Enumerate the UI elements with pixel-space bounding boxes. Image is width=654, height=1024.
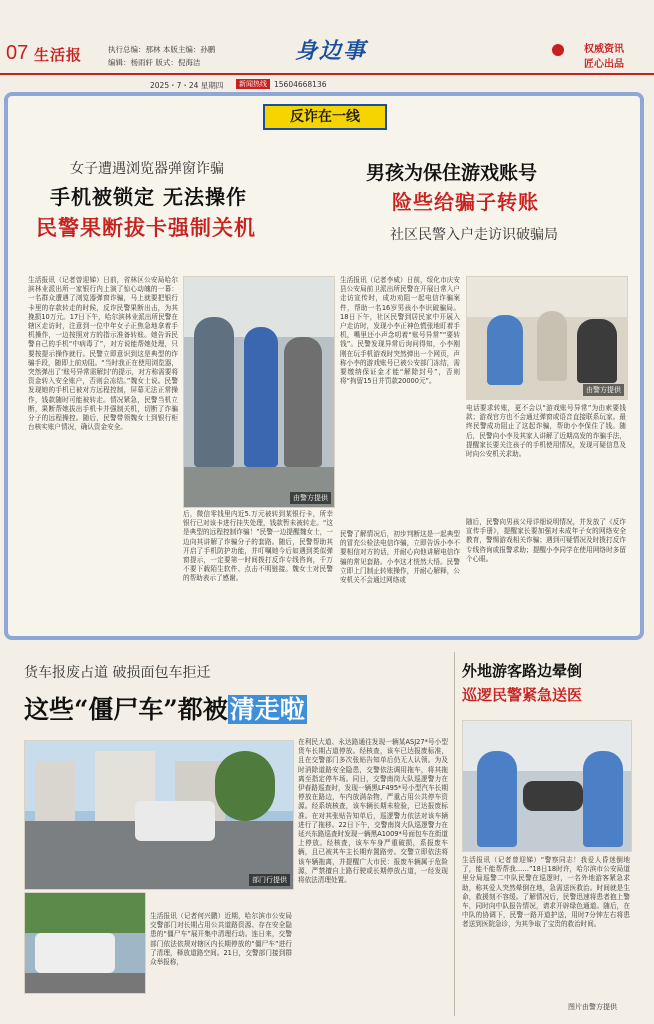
- slogan-icon: [552, 44, 564, 56]
- issue-date: 2025・7・24 星期四: [150, 81, 224, 90]
- story2-body-col1: 生活报讯（记者李威）日前，绥化市庆安县公安局前卫派出所民警在开展日常入户走访宣传时，成功劝阻一起电信诈骗案件，帮助一名16岁男孩小李识破骗局。18日下午，社区民警到居民家中开展入户走访时，发现小李正神色慌张地盯着手机，嘴里还小声念叨着“账号异常”“要转钱”。民警发现异常后询问得知，小李刚刚在玩手机游戏时突然弹出一个网页，声称小李的游戏账号已被公安部门冻结，需要缴纳保证金才能“解除封号”，否则将“拘留15日并罚款20000元”。: [340, 276, 460, 386]
- paper-name-logo: 生活报: [34, 46, 83, 64]
- editors-line-2: 编辑：杨雨轩 版式：倪海洁: [108, 58, 201, 67]
- story1-photo: [183, 276, 335, 508]
- story3-body-col2: 在利民大道、永达路通往发现一辆某ASJ27*号小型货车长期占道停放。经核查，该车已达报废标准，且在交警部门多次张贴告知单后仍无人认领。为及时消除道路安全隐患，交警依法调用拖车，将其拖离至指定停车场。同日，交警南岗大队巡逻警力在伊春路巡查时，发现一辆黑LF495*号小型汽车长期停放在路边，车内放满杂物，严重占用公共停车资源。经系统核查，该车辆长期未检验，已达报废标准。在对其张贴告知单后，巡逻警力依法对该车辆进行了拖移。22日下午，交警南岗大队巡逻警力在延兴东路巡查时发现一辆黑A1009*号面包车在街道上停放。经核查，该车车身严重破损，系报废车辆，且已被其车主长期弃置路旁。交警立即依法将该车辆拖离，并提醒广大市民：报废车辆属于危险源，严禁擅自上路行驶或长期停放占道，一经发现将依法清理处置。: [298, 738, 448, 885]
- story4-body: 生活报讯（记者曾迎娣）“警察同志！我爱人昏迷倒地了，能不能帮帮我……”18日18时许，哈尔滨市公安局道里分局巡警二中队民警在巡逻时，一名外地游客紧急求助，称其爱人突然晕倒在地，急需送医救治。时间就是生命，救援刻不容缓。了解情况后，民警迅速将患者抱上警车，同时向中队报告情况，请求开辟绿色通道。随后，在中队的协调下，民警一路开道护送，用时7分钟左右将患者送到医院急诊，为其争取了宝贵的救治时间。: [462, 856, 630, 929]
- story2-body-col2: 民警了解情况后，初步判断这是一起典型的冒充公检法电信诈骗，立即告诉小李不要相信对方的话，并耐心向他讲解电信诈骗的常见套路。小李这才恍然大悟。民警立即上门制止转账操作，并耐心解释，公安机关不会通过网络或: [340, 530, 460, 585]
- story3-photo-small: [24, 892, 146, 994]
- story4-headline-2: 巡逻民警紧急送医: [462, 686, 583, 704]
- story3-photo-credit: 部门行提供: [249, 874, 290, 886]
- story4-photo: [462, 720, 632, 852]
- story3-headline-part2: 清走啦: [229, 695, 305, 724]
- story1-body-col1: 生活报讯（记者曾迎娣）日前，省林区公安局哈尔滨林业派出所一家银行内上演了惊心动魄的一幕：一名群众遭遇了浏览器弹窗诈骗，马上就要把银行卡里的存款转走的时候，反诈民警果断出击，为其挽损10万元。17日下午，哈尔滨林业派出所民警在辖区走访时，注意到一位中年女子正焦急地拿着手机操作，一边按照对方的指示准备转账。她告诉民警自己的手机“中病毒了”，对方说能帮她处理，只要按提示操作就行。民警立即意识到这是典型的诈骗手段，随即上前劝阻。“当时我正在使用浏览器，突然弹出了‘账号异常需解封’的提示，对方称需要将资金转入安全账户，否则会冻结。”魏女士说。民警发现她的手机已被对方远程控制，屏幕无法正常操作，钱款随时可能被转走。情况紧急，民警当机立断，果断帮她拔出手机卡并强制关机，切断了诈骗分子的远程操控。随后，民警带领魏女士到银行柜台核实账户情况，确认资金安全。: [28, 276, 178, 432]
- page-number: 07: [6, 42, 29, 64]
- story3-kicker: 货车报废占道 破损面包车拒迁: [24, 665, 211, 681]
- story1-photo-credit: 由警方提供: [290, 492, 331, 504]
- section-banner-label: 反诈在一线: [290, 109, 360, 125]
- slogan-line-1: 权威资讯: [584, 44, 624, 55]
- story2-photo-credit: 由警方提供: [583, 384, 624, 396]
- story1-body-col3: 后，微信零钱里内近5.万元被转到某银行卡，所幸银行已对该卡进行挂失处理，钱款暂未被转走。“这是典型的远程控制诈骗！”民警一边提醒魏女士，一边向其讲解了诈骗分子的套路。随后，民警帮助其开启了手机防护功能，并叮嘱她今后如遇到类似弹窗提示，一定要第一时间拨打反诈专线咨询，千万不要下载陌生软件、点击不明链接。魏女士对民警的帮助表示了感谢。: [183, 510, 333, 583]
- masthead-rule: [0, 73, 654, 75]
- story3-body-col1: 生活报讯（记者何兴鹏）近期，哈尔滨市公安局交警部门对长期占用公共道路资源、存在安全隐患的“僵尸车”展开集中清理行动。连日来，交警部门依法依规对辖区内长期停放的“僵尸车”进行了清理，释放道路空间。21日，交警部门接到群众举报称，: [150, 912, 292, 967]
- story1-headline-1: 手机被锁定 无法操作: [50, 185, 247, 209]
- story2-headline-2: 险些给骗子转账: [392, 190, 539, 214]
- section-banner: [263, 104, 387, 130]
- column-divider: [454, 652, 455, 1016]
- story4-photo-credit: 图片由警方提供: [568, 1003, 617, 1011]
- hotline-label: 新闻热线: [236, 79, 270, 89]
- story2-body-col3: 电话要求转账，更不会以“游戏账号异常”为由索要钱款；游戏官方也不会通过弹窗或语音直接联系玩家。最终民警成功阻止了这起诈骗，帮助小李保住了钱。随后，民警向小李及其家人讲解了近期高发的诈骗手法，提醒家长要关注孩子的手机使用情况，发现可疑信息及时向公安机关求助。: [466, 404, 626, 459]
- hotline-number: 15604668136: [274, 80, 327, 89]
- story2-photo: [466, 276, 628, 400]
- slogan-line-2: 匠心出品: [584, 59, 624, 70]
- editors-line-1: 执行总编：那林 本版主编：孙鹏: [108, 45, 216, 54]
- masthead: [0, 0, 654, 95]
- story4-headline-1: 外地游客路边晕倒: [462, 662, 583, 680]
- story3-photo-main: [24, 740, 294, 890]
- story2-headline-1: 男孩为保住游戏账号: [366, 162, 538, 184]
- story1-kicker: 女子遭遇浏览器弹窗诈骗: [70, 161, 224, 177]
- story2-body-col4: 随后，民警向男孩父母详细说明情况，并发放了《反诈宣传手册》，提醒家长要加强对未成年子女的网络安全教育，警惕游戏相关诈骗；遇到可疑情况及时拨打反诈专线咨询或报警求助；提醒小李同学在使用网络时多留个心眼。: [466, 518, 626, 563]
- story3-headline: [24, 690, 307, 726]
- section-title: 身边事: [295, 39, 368, 64]
- story3-headline-part1: 这些“僵尸车”都被: [24, 695, 228, 724]
- story1-headline-2: 民警果断拔卡强制关机: [36, 215, 256, 240]
- story2-subhead: 社区民警入户走访识破骗局: [390, 227, 558, 243]
